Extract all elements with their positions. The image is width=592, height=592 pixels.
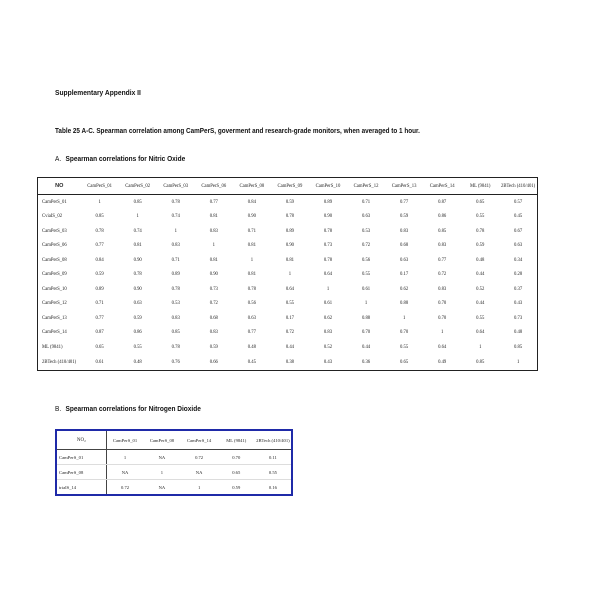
table-row bbox=[38, 340, 538, 355]
column-header: CamPerS_12 bbox=[347, 178, 385, 195]
table-cell: 0.81 bbox=[133, 243, 142, 249]
table-cell: 0.87 bbox=[95, 330, 104, 336]
table-cell: 0.85 bbox=[133, 199, 142, 205]
column-header: CamPerS_01 bbox=[81, 178, 119, 195]
table-cell: 0.36 bbox=[361, 359, 371, 365]
column-header: CamPerS_14 bbox=[181, 430, 218, 450]
table-cell: 0.38 bbox=[285, 359, 295, 365]
column-header: CamPerS_10 bbox=[309, 178, 347, 195]
table-cell: 0.72 bbox=[285, 330, 295, 336]
table-row bbox=[38, 268, 538, 283]
table-cell: 0.78 bbox=[323, 257, 333, 263]
table-cell: 0.72 bbox=[181, 450, 218, 465]
table-cell: 0.88 bbox=[361, 315, 371, 321]
table-cell: 0.45 bbox=[247, 359, 256, 365]
table-cell: 0.59 bbox=[476, 243, 485, 249]
table-cell: 0.73 bbox=[209, 286, 218, 292]
row-label: triaIS_14 bbox=[56, 480, 106, 496]
row-label: CamPerS_14 bbox=[42, 330, 67, 336]
table-cell: 0.78 bbox=[247, 286, 256, 292]
table-cell: 0.73 bbox=[323, 243, 333, 249]
column-header: 2BTech (410/401) bbox=[499, 178, 537, 195]
table-cell: 0.55 bbox=[133, 344, 142, 350]
table-cell: 0.87 bbox=[438, 199, 447, 205]
table-row bbox=[38, 326, 538, 341]
table-row bbox=[38, 355, 538, 371]
table-cell: 0.59 bbox=[232, 484, 241, 490]
table-cell: 0.81 bbox=[209, 214, 218, 220]
table-cell: 0.65 bbox=[476, 199, 485, 205]
table-cell: 0.83 bbox=[400, 228, 409, 234]
table-cell: 0.73 bbox=[514, 315, 523, 321]
table-cell: 0.81 bbox=[247, 272, 256, 278]
table-cell: 0.44 bbox=[476, 301, 485, 307]
table-cell: 0.68 bbox=[400, 243, 409, 249]
table-cell: 0.83 bbox=[438, 286, 447, 292]
column-header: ML (9841) bbox=[461, 178, 499, 195]
table-cell: 0.55 bbox=[255, 465, 292, 480]
table-cell: 0.63 bbox=[361, 214, 371, 220]
table-cell: 0.90 bbox=[323, 214, 333, 220]
table-cell: 0.49 bbox=[438, 359, 447, 365]
table-cell: 0.63 bbox=[133, 301, 142, 307]
table-cell: 0.55 bbox=[285, 301, 295, 307]
table-cell: 0.77 bbox=[95, 315, 104, 321]
table-cell: 0.48 bbox=[476, 257, 485, 263]
table-cell: 1 bbox=[479, 344, 482, 350]
table-cell: 0.72 bbox=[121, 484, 130, 490]
table-cell: 0.83 bbox=[171, 315, 180, 321]
column-header: CamPerS_09 bbox=[271, 178, 309, 195]
row-label: CamPerS_08 bbox=[56, 465, 106, 480]
table-cell: 0.56 bbox=[361, 257, 371, 263]
table-cell: 1 bbox=[364, 301, 368, 307]
section-a-letter: A. bbox=[55, 154, 62, 163]
table-cell: 0.81 bbox=[285, 257, 295, 263]
table-cell: 0.85 bbox=[514, 344, 523, 350]
table-cell: 0.77 bbox=[400, 199, 409, 205]
row-label: CamPerS_03 bbox=[42, 228, 67, 234]
table-cell: NA bbox=[143, 450, 180, 465]
table-cell: 0.72 bbox=[209, 301, 218, 307]
table-cell: 0.77 bbox=[247, 330, 256, 336]
table-cell: 0.89 bbox=[171, 272, 180, 278]
column-header: CamPerS_08 bbox=[143, 430, 180, 450]
table-cell: NA bbox=[158, 484, 166, 490]
table-cell: 0.63 bbox=[514, 243, 523, 249]
table-row bbox=[38, 210, 538, 225]
table-cell: 0.89 bbox=[323, 199, 333, 205]
table-cell: 0.64 bbox=[323, 272, 333, 278]
table-cell: 0.59 bbox=[209, 344, 218, 350]
column-header: CamPerS_14 bbox=[423, 178, 461, 195]
table-cell: 0.59 bbox=[285, 199, 295, 205]
table-cell: 0.67 bbox=[514, 228, 523, 234]
table-cell: 0.86 bbox=[133, 330, 142, 336]
column-header: 2BTech (410/401) bbox=[255, 430, 292, 450]
table-cell: 0.43 bbox=[514, 301, 523, 307]
row-label: CviaIS_02 bbox=[42, 214, 63, 220]
table-cell: 0.17 bbox=[285, 315, 295, 321]
table-cell: 0.72 bbox=[361, 243, 371, 249]
table-cell: 0.84 bbox=[247, 199, 256, 205]
table-cell: 0.62 bbox=[323, 315, 333, 321]
table-cell: 0.37 bbox=[514, 286, 523, 292]
table-cell: 0.76 bbox=[171, 359, 180, 365]
row-label: CamPerS_13 bbox=[42, 315, 67, 321]
table-cell: 0.81 bbox=[209, 257, 218, 263]
table-row bbox=[38, 195, 538, 210]
table-cell: 0.78 bbox=[171, 344, 180, 350]
table-cell: 0.55 bbox=[476, 315, 485, 321]
table-cell: 0.70 bbox=[218, 450, 255, 465]
column-header: CamPerS_08 bbox=[233, 178, 271, 195]
table-row bbox=[38, 224, 538, 239]
table-cell: 0.44 bbox=[476, 272, 485, 278]
corner-label: NO₂ bbox=[56, 430, 106, 450]
table-cell: 0.34 bbox=[514, 257, 523, 263]
table-cell: 1 bbox=[250, 257, 254, 263]
corner-label: NO bbox=[38, 178, 81, 195]
column-header: CamPerS_03 bbox=[157, 178, 195, 195]
table-cell: 0.70 bbox=[438, 315, 447, 321]
table-cell: 0.44 bbox=[285, 344, 295, 350]
table-cell: 0.74 bbox=[171, 214, 180, 220]
table-cell: 1 bbox=[143, 465, 180, 480]
row-label: 2BTech (410/401) bbox=[42, 359, 77, 365]
table-cell: 0.56 bbox=[247, 301, 256, 307]
table-cell: 0.78 bbox=[285, 214, 295, 220]
table-cell: 0.61 bbox=[95, 359, 104, 365]
table-cell: 0.48 bbox=[133, 359, 142, 365]
no-correlation-table bbox=[37, 177, 538, 371]
column-header: CamPerS_13 bbox=[385, 178, 423, 195]
table-cell: 0.65 bbox=[218, 465, 255, 480]
table-cell: 0.78 bbox=[133, 272, 142, 278]
table-cell: 0.64 bbox=[476, 330, 485, 336]
row-label: CamPerS_06 bbox=[42, 243, 67, 249]
table-cell: 1 bbox=[441, 330, 444, 336]
table-cell: 0.66 bbox=[209, 359, 218, 365]
table-cell: 0.11 bbox=[255, 450, 292, 465]
table-cell: 0.83 bbox=[209, 228, 218, 234]
table-cell: 0.86 bbox=[438, 214, 447, 220]
table-cell: 0.85 bbox=[171, 330, 180, 336]
table-cell: 0.52 bbox=[323, 344, 333, 350]
table-header-row bbox=[38, 178, 538, 195]
table-row bbox=[38, 311, 538, 326]
table-row bbox=[38, 239, 538, 254]
table-cell: 0.74 bbox=[133, 228, 142, 234]
table-cell: 0.61 bbox=[323, 301, 333, 307]
table-cell: 0.65 bbox=[95, 344, 104, 350]
table-caption: Table 25 A-C. Spearman correlation among CamPerS, goverment and research-grade monitors, when averaged to 1 hour. bbox=[55, 126, 420, 135]
table-cell: 0.64 bbox=[438, 344, 447, 350]
table-cell: 0.48 bbox=[247, 344, 256, 350]
table-cell: 1 bbox=[174, 228, 177, 234]
table-cell: 1 bbox=[136, 214, 139, 220]
table-cell: 0.16 bbox=[268, 484, 277, 490]
row-label: CamPerS_01 bbox=[56, 450, 106, 465]
table-cell: 0.70 bbox=[361, 330, 371, 336]
section-a-heading bbox=[55, 154, 185, 163]
table-cell: 0.77 bbox=[438, 257, 447, 263]
table-cell: 0.90 bbox=[133, 286, 142, 292]
row-label: ML (9841) bbox=[42, 344, 63, 350]
table-cell: 1 bbox=[197, 484, 201, 490]
table-cell: 0.57 bbox=[514, 199, 523, 205]
row-label: CamPerS_12 bbox=[42, 301, 67, 307]
table-cell: 0.61 bbox=[361, 286, 371, 292]
table-cell: 0.59 bbox=[400, 214, 409, 220]
table-row bbox=[56, 450, 292, 465]
document-title: Supplementary Appendix II bbox=[55, 88, 141, 97]
table-cell: 0.44 bbox=[361, 344, 371, 350]
table-cell: 0.83 bbox=[209, 330, 218, 336]
table-cell: 0.78 bbox=[95, 228, 104, 234]
table-cell: 0.53 bbox=[171, 301, 180, 307]
table-cell: 0.53 bbox=[361, 228, 371, 234]
table-cell: 0.71 bbox=[361, 199, 371, 205]
table-cell: 0.89 bbox=[95, 286, 104, 292]
column-header: ML (9841) bbox=[218, 430, 255, 450]
table-cell: NA bbox=[106, 465, 143, 480]
table-cell: 0.85 bbox=[438, 228, 447, 234]
table-row bbox=[38, 297, 538, 312]
section-b-letter: B. bbox=[55, 404, 62, 413]
table-cell: 1 bbox=[326, 286, 330, 292]
table-cell: 0.71 bbox=[95, 301, 104, 307]
table-cell: 0.59 bbox=[95, 272, 104, 278]
table-cell: 0.85 bbox=[476, 359, 485, 365]
table-cell: 0.62 bbox=[400, 286, 409, 292]
table-cell: 0.78 bbox=[476, 228, 485, 234]
table-cell: 1 bbox=[98, 199, 101, 205]
table-cell: 0.68 bbox=[209, 315, 218, 321]
table-cell: 1 bbox=[288, 272, 292, 278]
table-cell: 0.72 bbox=[438, 272, 447, 278]
table-cell: 0.90 bbox=[285, 243, 295, 249]
row-label: CamPerS_08 bbox=[42, 257, 67, 263]
column-header: CamPerS_02 bbox=[119, 178, 157, 195]
table-cell: 0.55 bbox=[476, 214, 485, 220]
table-cell: 0.45 bbox=[514, 214, 523, 220]
table-header-row bbox=[56, 430, 292, 450]
table-cell: 1 bbox=[212, 243, 215, 249]
table-cell: 0.89 bbox=[285, 228, 295, 234]
table-cell: 0.78 bbox=[171, 199, 180, 205]
table-cell: 0.71 bbox=[247, 228, 256, 234]
row-label: CamPerS_10 bbox=[42, 286, 67, 292]
table-cell: NA bbox=[181, 465, 218, 480]
table-row bbox=[56, 480, 292, 496]
table-cell: 0.55 bbox=[400, 344, 409, 350]
table-cell: 0.90 bbox=[209, 272, 218, 278]
table-cell: 0.28 bbox=[514, 272, 523, 278]
table-cell: 0.70 bbox=[438, 301, 447, 307]
column-header: CamPerS_06 bbox=[195, 178, 233, 195]
table-cell: 0.77 bbox=[209, 199, 218, 205]
table-row bbox=[56, 465, 292, 480]
table-cell: 0.65 bbox=[400, 359, 409, 365]
table-cell: 0.48 bbox=[514, 330, 523, 336]
table-cell: 1 bbox=[106, 450, 143, 465]
table-cell: 1 bbox=[516, 359, 520, 365]
table-cell: 0.81 bbox=[247, 243, 256, 249]
table-cell: 0.52 bbox=[476, 286, 485, 292]
table-cell: 0.63 bbox=[400, 257, 409, 263]
table-cell: 0.88 bbox=[400, 301, 409, 307]
no2-correlation-table bbox=[55, 429, 293, 496]
table-cell: 0.78 bbox=[171, 286, 180, 292]
table-cell: 0.90 bbox=[133, 257, 142, 263]
table-cell: 0.83 bbox=[323, 330, 333, 336]
row-label: CamPerS_09 bbox=[42, 272, 67, 278]
table-cell: 0.83 bbox=[171, 243, 180, 249]
table-cell: 0.43 bbox=[323, 359, 333, 365]
section-b-heading bbox=[55, 404, 201, 413]
table-cell: 0.71 bbox=[171, 257, 180, 263]
section-b-title: Spearman correlations for Nitrogen Dioxide bbox=[65, 404, 201, 413]
table-cell: 0.85 bbox=[95, 214, 104, 220]
table-row bbox=[38, 253, 538, 268]
table-cell: 0.78 bbox=[323, 228, 333, 234]
table-cell: 0.59 bbox=[133, 315, 142, 321]
table-cell: 0.63 bbox=[247, 315, 256, 321]
table-cell: 0.90 bbox=[247, 214, 256, 220]
table-cell: 0.17 bbox=[400, 272, 409, 278]
table-cell: 0.84 bbox=[95, 257, 104, 263]
column-header: CamPerS_01 bbox=[106, 430, 143, 450]
table-row bbox=[38, 282, 538, 297]
table-cell: 0.64 bbox=[285, 286, 295, 292]
table-cell: 0.70 bbox=[400, 330, 409, 336]
table-cell: 0.55 bbox=[361, 272, 371, 278]
table-cell: 0.83 bbox=[438, 243, 447, 249]
row-label: CamPerS_01 bbox=[42, 199, 67, 205]
table-cell: 1 bbox=[402, 315, 406, 321]
table-cell: 0.77 bbox=[95, 243, 104, 249]
section-a-title: Spearman correlations for Nitric Oxide bbox=[65, 154, 186, 163]
